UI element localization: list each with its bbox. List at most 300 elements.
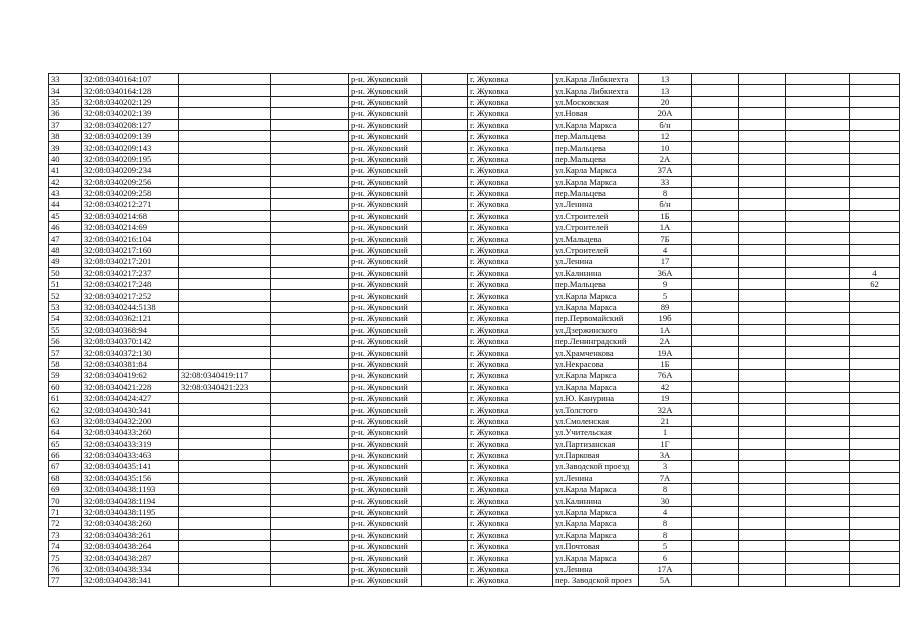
city-cell: г. Жуковка	[468, 506, 553, 517]
street-cell: ул.Карла Маркса	[553, 290, 639, 301]
table-row	[49, 484, 900, 495]
district-cell: р-н. Жуковский	[349, 563, 422, 574]
cadastral-number-cell: 32:08:0340217:237	[82, 267, 179, 278]
city-cell: г. Жуковка	[468, 267, 553, 278]
district-cell: р-н. Жуковский	[349, 438, 422, 449]
empty-cell-c	[692, 119, 739, 130]
district-cell: р-н. Жуковский	[349, 392, 422, 403]
cadastral-number-cell: 32:08:0340208:127	[82, 119, 179, 130]
empty-cell-c	[692, 404, 739, 415]
city-cell: г. Жуковка	[468, 358, 553, 369]
house-number-cell: 6	[639, 552, 692, 563]
empty-cell-a	[271, 427, 349, 438]
table-row	[49, 119, 900, 130]
empty-cell-c	[692, 96, 739, 107]
table-row	[49, 518, 900, 529]
district-cell: р-н. Жуковский	[349, 233, 422, 244]
cadastral-number-cell: 32:08:0340209:256	[82, 176, 179, 187]
extra-value-cell	[850, 472, 900, 483]
row-number-cell: 67	[49, 461, 82, 472]
cadastral-number-cell: 32:08:0340217:160	[82, 244, 179, 255]
linked-cadastral-number-cell	[179, 267, 271, 278]
street-cell: пер.Мальцева	[553, 279, 639, 290]
empty-cell-b	[422, 552, 468, 563]
street-cell: пер.Ленинградский	[553, 335, 639, 346]
empty-cell-e	[786, 290, 850, 301]
street-cell: ул.Парковая	[553, 449, 639, 460]
table-row	[49, 541, 900, 552]
empty-cell-e	[786, 358, 850, 369]
city-cell: г. Жуковка	[468, 210, 553, 221]
empty-cell-e	[786, 108, 850, 119]
house-number-cell: 2А	[639, 335, 692, 346]
extra-value-cell	[850, 381, 900, 392]
cadastral-number-cell: 32:08:0340368:94	[82, 324, 179, 335]
district-cell: р-н. Жуковский	[349, 472, 422, 483]
row-number-cell: 44	[49, 199, 82, 210]
empty-cell-b	[422, 518, 468, 529]
empty-cell-b	[422, 222, 468, 233]
extra-value-cell	[850, 244, 900, 255]
extra-value-cell	[850, 210, 900, 221]
extra-value-cell	[850, 324, 900, 335]
empty-cell-d	[739, 222, 786, 233]
house-number-cell: 76А	[639, 370, 692, 381]
cadastral-number-cell: 32:08:0340430:341	[82, 404, 179, 415]
linked-cadastral-number-cell	[179, 176, 271, 187]
cadastral-number-cell: 32:08:0340424:427	[82, 392, 179, 403]
city-cell: г. Жуковка	[468, 392, 553, 403]
cadastral-number-cell: 32:08:0340435:141	[82, 461, 179, 472]
table-row	[49, 267, 900, 278]
empty-cell-e	[786, 438, 850, 449]
cadastral-number-cell: 32:08:0340214:68	[82, 210, 179, 221]
district-cell: р-н. Жуковский	[349, 324, 422, 335]
empty-cell-e	[786, 484, 850, 495]
linked-cadastral-number-cell	[179, 575, 271, 586]
empty-cell-c	[692, 495, 739, 506]
extra-value-cell	[850, 335, 900, 346]
empty-cell-d	[739, 199, 786, 210]
district-cell: р-н. Жуковский	[349, 267, 422, 278]
empty-cell-b	[422, 438, 468, 449]
empty-cell-e	[786, 415, 850, 426]
city-cell: г. Жуковка	[468, 256, 553, 267]
street-cell: ул.Некрасова	[553, 358, 639, 369]
city-cell: г. Жуковка	[468, 575, 553, 586]
empty-cell-e	[786, 347, 850, 358]
cadastral-number-cell: 32:08:0340209:195	[82, 153, 179, 164]
table-row	[49, 552, 900, 563]
empty-cell-c	[692, 472, 739, 483]
district-cell: р-н. Жуковский	[349, 347, 422, 358]
empty-cell-b	[422, 335, 468, 346]
street-cell: ул.Карла Маркса	[553, 176, 639, 187]
empty-cell-a	[271, 108, 349, 119]
row-number-cell: 61	[49, 392, 82, 403]
cadastral-number-cell: 32:08:0340435:156	[82, 472, 179, 483]
empty-cell-d	[739, 267, 786, 278]
empty-cell-e	[786, 392, 850, 403]
empty-cell-c	[692, 415, 739, 426]
empty-cell-d	[739, 472, 786, 483]
empty-cell-a	[271, 199, 349, 210]
extra-value-cell	[850, 461, 900, 472]
empty-cell-e	[786, 187, 850, 198]
empty-cell-d	[739, 563, 786, 574]
empty-cell-c	[692, 370, 739, 381]
district-cell: р-н. Жуковский	[349, 541, 422, 552]
district-cell: р-н. Жуковский	[349, 165, 422, 176]
linked-cadastral-number-cell	[179, 472, 271, 483]
house-number-cell: 8	[639, 518, 692, 529]
street-cell: ул.Карла Маркса	[553, 381, 639, 392]
house-number-cell: 17А	[639, 563, 692, 574]
cadastral-number-cell: 32:08:0340202:129	[82, 96, 179, 107]
extra-value-cell	[850, 347, 900, 358]
city-cell: г. Жуковка	[468, 313, 553, 324]
cadastral-table	[48, 73, 900, 587]
empty-cell-a	[271, 290, 349, 301]
empty-cell-b	[422, 233, 468, 244]
empty-cell-d	[739, 256, 786, 267]
empty-cell-a	[271, 130, 349, 141]
empty-cell-a	[271, 233, 349, 244]
empty-cell-e	[786, 74, 850, 85]
row-number-cell: 76	[49, 563, 82, 574]
empty-cell-b	[422, 85, 468, 96]
city-cell: г. Жуковка	[468, 199, 553, 210]
empty-cell-b	[422, 267, 468, 278]
cadastral-number-cell: 32:08:0340164:107	[82, 74, 179, 85]
empty-cell-d	[739, 210, 786, 221]
empty-cell-d	[739, 142, 786, 153]
row-number-cell: 71	[49, 506, 82, 517]
linked-cadastral-number-cell	[179, 484, 271, 495]
empty-cell-a	[271, 575, 349, 586]
city-cell: г. Жуковка	[468, 153, 553, 164]
table-row	[49, 210, 900, 221]
house-number-cell: 1А	[639, 324, 692, 335]
table-row	[49, 279, 900, 290]
house-number-cell: 13	[639, 74, 692, 85]
row-number-cell: 51	[49, 279, 82, 290]
linked-cadastral-number-cell: 32:08:0340421:223	[179, 381, 271, 392]
empty-cell-d	[739, 74, 786, 85]
empty-cell-d	[739, 392, 786, 403]
empty-cell-a	[271, 267, 349, 278]
empty-cell-b	[422, 244, 468, 255]
street-cell: ул.Почтовая	[553, 541, 639, 552]
table-row	[49, 347, 900, 358]
table-row	[49, 153, 900, 164]
street-cell: пер.Мальцева	[553, 187, 639, 198]
empty-cell-a	[271, 119, 349, 130]
cadastral-number-cell: 32:08:0340370:142	[82, 335, 179, 346]
row-number-cell: 70	[49, 495, 82, 506]
empty-cell-d	[739, 529, 786, 540]
house-number-cell: 1А	[639, 222, 692, 233]
empty-cell-e	[786, 313, 850, 324]
cadastral-number-cell: 32:08:0340421:228	[82, 381, 179, 392]
empty-cell-d	[739, 233, 786, 244]
empty-cell-a	[271, 74, 349, 85]
city-cell: г. Жуковка	[468, 176, 553, 187]
empty-cell-b	[422, 119, 468, 130]
empty-cell-e	[786, 324, 850, 335]
extra-value-cell	[850, 108, 900, 119]
city-cell: г. Жуковка	[468, 96, 553, 107]
district-cell: р-н. Жуковский	[349, 222, 422, 233]
house-number-cell: 7А	[639, 472, 692, 483]
house-number-cell: 20А	[639, 108, 692, 119]
extra-value-cell	[850, 370, 900, 381]
house-number-cell: 5	[639, 541, 692, 552]
empty-cell-d	[739, 381, 786, 392]
city-cell: г. Жуковка	[468, 518, 553, 529]
city-cell: г. Жуковка	[468, 85, 553, 96]
house-number-cell: 4	[639, 244, 692, 255]
table-row	[49, 495, 900, 506]
empty-cell-a	[271, 438, 349, 449]
extra-value-cell	[850, 495, 900, 506]
empty-cell-d	[739, 313, 786, 324]
row-number-cell: 43	[49, 187, 82, 198]
row-number-cell: 58	[49, 358, 82, 369]
empty-cell-e	[786, 119, 850, 130]
house-number-cell: 5А	[639, 575, 692, 586]
street-cell: ул.Строителей	[553, 244, 639, 255]
district-cell: р-н. Жуковский	[349, 244, 422, 255]
empty-cell-a	[271, 85, 349, 96]
empty-cell-a	[271, 472, 349, 483]
cadastral-number-cell: 32:08:0340438:287	[82, 552, 179, 563]
city-cell: г. Жуковка	[468, 233, 553, 244]
extra-value-cell	[850, 74, 900, 85]
district-cell: р-н. Жуковский	[349, 96, 422, 107]
district-cell: р-н. Жуковский	[349, 529, 422, 540]
street-cell: пер.Мальцева	[553, 153, 639, 164]
empty-cell-d	[739, 438, 786, 449]
city-cell: г. Жуковка	[468, 347, 553, 358]
row-number-cell: 65	[49, 438, 82, 449]
empty-cell-b	[422, 130, 468, 141]
table-row	[49, 187, 900, 198]
linked-cadastral-number-cell	[179, 210, 271, 221]
empty-cell-a	[271, 392, 349, 403]
extra-value-cell	[850, 199, 900, 210]
table-row	[49, 256, 900, 267]
extra-value-cell	[850, 529, 900, 540]
row-number-cell: 66	[49, 449, 82, 460]
district-cell: р-н. Жуковский	[349, 256, 422, 267]
row-number-cell: 64	[49, 427, 82, 438]
cadastral-number-cell: 32:08:0340209:143	[82, 142, 179, 153]
house-number-cell: 20	[639, 96, 692, 107]
empty-cell-c	[692, 142, 739, 153]
linked-cadastral-number-cell	[179, 301, 271, 312]
district-cell: р-н. Жуковский	[349, 370, 422, 381]
empty-cell-e	[786, 233, 850, 244]
extra-value-cell	[850, 130, 900, 141]
empty-cell-d	[739, 119, 786, 130]
cadastral-number-cell: 32:08:0340438:341	[82, 575, 179, 586]
district-cell: р-н. Жуковский	[349, 484, 422, 495]
cadastral-number-cell: 32:08:0340212:271	[82, 199, 179, 210]
cadastral-number-cell: 32:08:0340244:5138	[82, 301, 179, 312]
linked-cadastral-number-cell	[179, 552, 271, 563]
empty-cell-b	[422, 74, 468, 85]
extra-value-cell	[850, 256, 900, 267]
empty-cell-b	[422, 472, 468, 483]
city-cell: г. Жуковка	[468, 222, 553, 233]
linked-cadastral-number-cell	[179, 187, 271, 198]
street-cell: ул.Ленина	[553, 472, 639, 483]
row-number-cell: 73	[49, 529, 82, 540]
extra-value-cell	[850, 358, 900, 369]
empty-cell-e	[786, 529, 850, 540]
empty-cell-d	[739, 347, 786, 358]
empty-cell-e	[786, 506, 850, 517]
district-cell: р-н. Жуковский	[349, 199, 422, 210]
empty-cell-c	[692, 130, 739, 141]
district-cell: р-н. Жуковский	[349, 119, 422, 130]
street-cell: ул.Ленина	[553, 199, 639, 210]
district-cell: р-н. Жуковский	[349, 381, 422, 392]
empty-cell-a	[271, 210, 349, 221]
empty-cell-d	[739, 335, 786, 346]
empty-cell-d	[739, 358, 786, 369]
empty-cell-b	[422, 279, 468, 290]
street-cell: ул.Калинина	[553, 267, 639, 278]
cadastral-number-cell: 32:08:0340209:258	[82, 187, 179, 198]
table-row	[49, 233, 900, 244]
city-cell: г. Жуковка	[468, 404, 553, 415]
table-row	[49, 392, 900, 403]
empty-cell-a	[271, 165, 349, 176]
empty-cell-d	[739, 541, 786, 552]
district-cell: р-н. Жуковский	[349, 187, 422, 198]
empty-cell-a	[271, 244, 349, 255]
linked-cadastral-number-cell	[179, 404, 271, 415]
empty-cell-e	[786, 301, 850, 312]
empty-cell-c	[692, 438, 739, 449]
row-number-cell: 63	[49, 415, 82, 426]
linked-cadastral-number-cell	[179, 392, 271, 403]
empty-cell-a	[271, 529, 349, 540]
table-row	[49, 404, 900, 415]
empty-cell-e	[786, 518, 850, 529]
empty-cell-d	[739, 484, 786, 495]
linked-cadastral-number-cell	[179, 130, 271, 141]
street-cell: ул.Заводской проезд	[553, 461, 639, 472]
extra-value-cell	[850, 142, 900, 153]
empty-cell-e	[786, 165, 850, 176]
empty-cell-d	[739, 552, 786, 563]
table-row	[49, 381, 900, 392]
cadastral-number-cell: 32:08:0340202:139	[82, 108, 179, 119]
street-cell: ул.Дзержинского	[553, 324, 639, 335]
cadastral-number-cell: 32:08:0340164:128	[82, 85, 179, 96]
city-cell: г. Жуковка	[468, 142, 553, 153]
empty-cell-a	[271, 187, 349, 198]
empty-cell-c	[692, 210, 739, 221]
city-cell: г. Жуковка	[468, 165, 553, 176]
empty-cell-e	[786, 222, 850, 233]
district-cell: р-н. Жуковский	[349, 108, 422, 119]
empty-cell-a	[271, 176, 349, 187]
empty-cell-e	[786, 370, 850, 381]
empty-cell-e	[786, 495, 850, 506]
row-number-cell: 57	[49, 347, 82, 358]
cadastral-number-cell: 32:08:0340217:248	[82, 279, 179, 290]
empty-cell-b	[422, 347, 468, 358]
linked-cadastral-number-cell	[179, 495, 271, 506]
table-row	[49, 529, 900, 540]
linked-cadastral-number-cell	[179, 347, 271, 358]
linked-cadastral-number-cell	[179, 313, 271, 324]
street-cell: ул.Калинина	[553, 495, 639, 506]
table-row	[49, 563, 900, 574]
cadastral-number-cell: 32:08:0340438:1195	[82, 506, 179, 517]
house-number-cell: 21	[639, 415, 692, 426]
row-number-cell: 59	[49, 370, 82, 381]
empty-cell-b	[422, 370, 468, 381]
empty-cell-e	[786, 449, 850, 460]
cadastral-number-cell: 32:08:0340438:261	[82, 529, 179, 540]
empty-cell-c	[692, 290, 739, 301]
empty-cell-d	[739, 130, 786, 141]
street-cell: пер.Мальцева	[553, 130, 639, 141]
city-cell: г. Жуковка	[468, 130, 553, 141]
house-number-cell: 89	[639, 301, 692, 312]
city-cell: г. Жуковка	[468, 449, 553, 460]
row-number-cell: 48	[49, 244, 82, 255]
district-cell: р-н. Жуковский	[349, 313, 422, 324]
empty-cell-e	[786, 130, 850, 141]
empty-cell-e	[786, 199, 850, 210]
house-number-cell: 42	[639, 381, 692, 392]
district-cell: р-н. Жуковский	[349, 461, 422, 472]
table-body	[49, 74, 900, 587]
table-row	[49, 142, 900, 153]
table-row	[49, 244, 900, 255]
row-number-cell: 60	[49, 381, 82, 392]
extra-value-cell	[850, 575, 900, 586]
row-number-cell: 62	[49, 404, 82, 415]
table-row	[49, 575, 900, 586]
linked-cadastral-number-cell	[179, 256, 271, 267]
empty-cell-a	[271, 358, 349, 369]
cadastral-number-cell: 32:08:0340209:234	[82, 165, 179, 176]
house-number-cell: 19б	[639, 313, 692, 324]
district-cell: р-н. Жуковский	[349, 176, 422, 187]
empty-cell-c	[692, 176, 739, 187]
linked-cadastral-number-cell	[179, 449, 271, 460]
row-number-cell: 77	[49, 575, 82, 586]
district-cell: р-н. Жуковский	[349, 130, 422, 141]
row-number-cell: 34	[49, 85, 82, 96]
empty-cell-d	[739, 506, 786, 517]
empty-cell-c	[692, 484, 739, 495]
linked-cadastral-number-cell	[179, 74, 271, 85]
street-cell: пер.Первомайский	[553, 313, 639, 324]
empty-cell-b	[422, 541, 468, 552]
district-cell: р-н. Жуковский	[349, 279, 422, 290]
row-number-cell: 41	[49, 165, 82, 176]
empty-cell-a	[271, 153, 349, 164]
empty-cell-c	[692, 244, 739, 255]
